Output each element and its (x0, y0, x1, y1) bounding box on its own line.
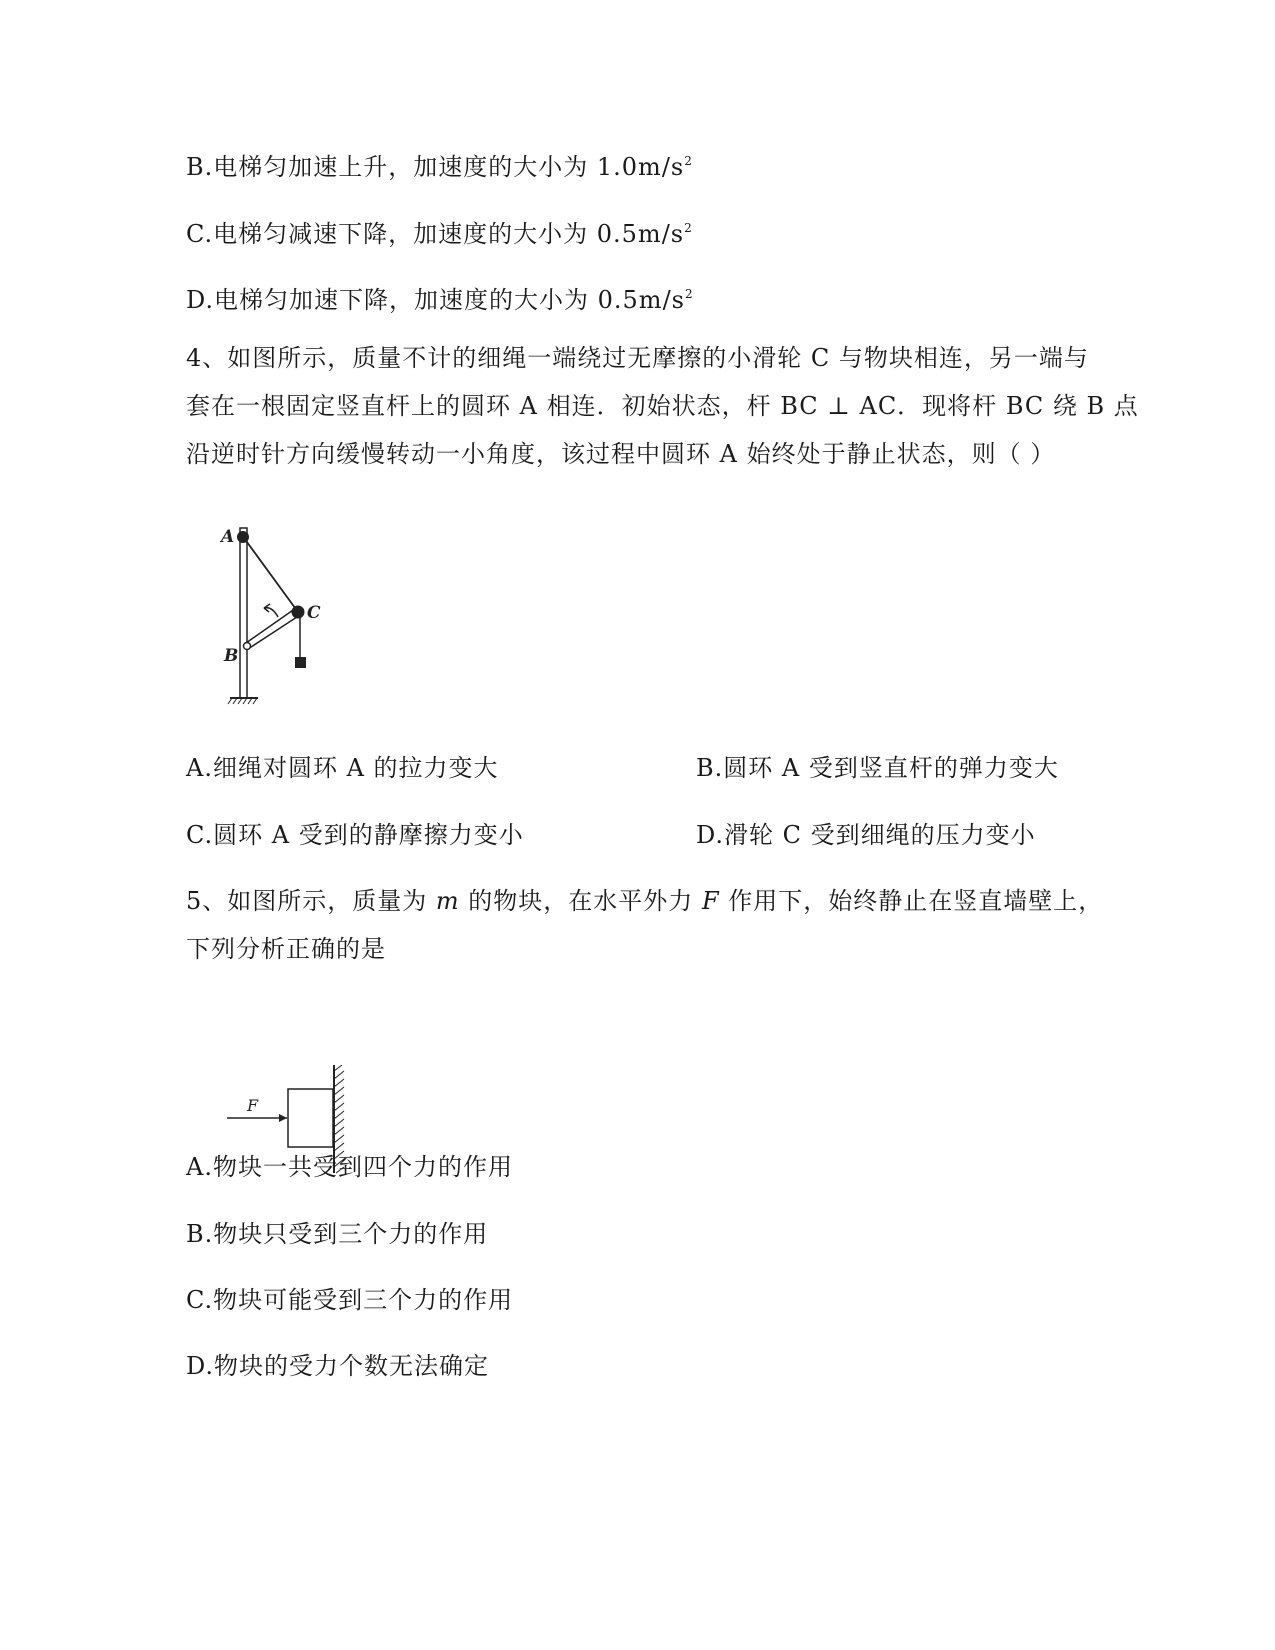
q4-stem-line-1: 4、如图所示，质量不计的细绳一端绕过无摩擦的小滑轮 C 与物块相连，另一端与 (186, 344, 1089, 372)
q5-option-d: D.物块的受力个数无法确定 (186, 1352, 490, 1380)
q5-stem-line-1: 5、如图所示，质量为 m 的物块，在水平外力 F 作用下，始终静止在竖直墙壁上， (186, 887, 1104, 915)
q4-label-b: B (224, 646, 239, 666)
q4-option-c: C.圆环 A 受到的静摩擦力变小 (186, 821, 524, 849)
q4-option-b: B.圆环 A 受到竖直杆的弹力变大 (696, 754, 1059, 782)
q3-option-d: D.电梯匀加速下降，加速度的大小为 $0.5m/s^2$ (186, 286, 694, 314)
q4-option-d: D.滑轮 C 受到细绳的压力变小 (696, 821, 1036, 849)
q4-stem-line-3: 沿逆时针方向缓慢转动一小角度，该过程中圆环 A 始终处于静止状态，则（ ） (186, 440, 1056, 468)
q4-label-c: C (307, 603, 321, 623)
q3-option-c: C.电梯匀减速下降，加速度的大小为 $0.5m/s^2$ (186, 220, 693, 248)
q4-figure (220, 520, 350, 735)
q5-option-b: B.物块只受到三个力的作用 (186, 1220, 489, 1248)
q4-label-a: A (221, 527, 235, 547)
q5-label-f: F (247, 1096, 259, 1115)
q3-option-b: B.电梯匀加速上升，加速度的大小为 $1.0m/s^2$ (186, 153, 693, 181)
q4-stem-line-2: 套在一根固定竖直杆上的圆环 A 相连．初始状态，杆 BC ⊥ AC．现将杆 BC 绕 B 点 (186, 392, 1139, 420)
q5-option-a: A.物块一共受到四个力的作用 (186, 1153, 513, 1181)
q4-option-a: A.细绳对圆环 A 的拉力变大 (186, 754, 499, 782)
q5-stem-line-2: 下列分析正确的是 (186, 935, 386, 963)
q5-option-c: C.物块可能受到三个力的作用 (186, 1286, 514, 1314)
